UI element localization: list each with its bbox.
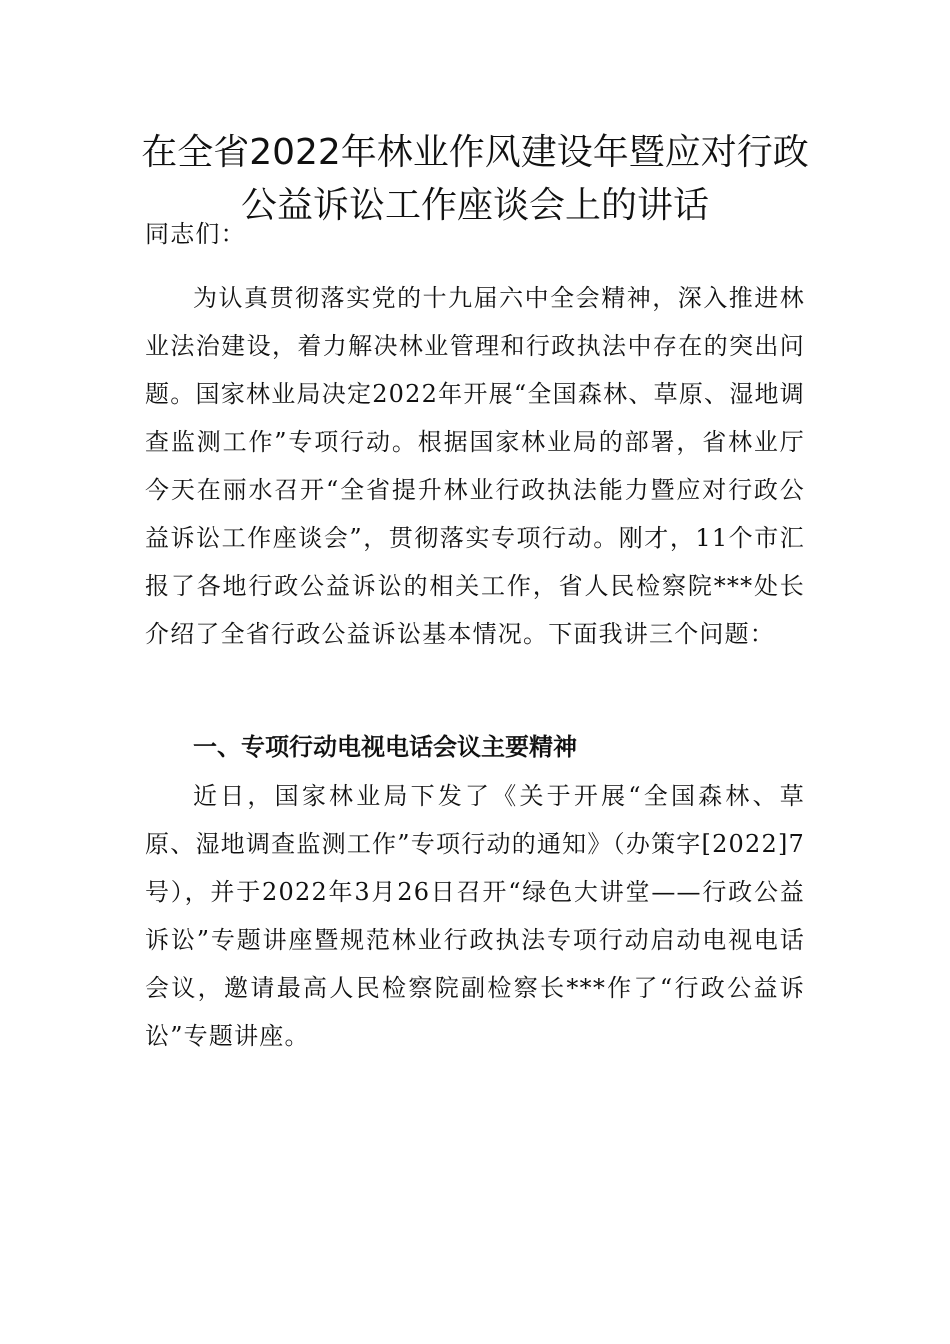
greeting: 同志们： (145, 220, 246, 248)
paragraph-2-block (145, 772, 805, 1060)
paragraph-1-block (145, 274, 805, 658)
greeting-block (145, 210, 805, 258)
document-title-line-2: 公益诉讼工作座谈会上的讲话 (240, 185, 709, 226)
section-1-heading: 一、专项行动电视电话会议主要精神 (193, 733, 577, 761)
document-title-line-1: 在全省2022年林业作风建设年暨应对行政 (141, 132, 809, 173)
paragraph-2: 近日，国家林业局下发了《关于开展“全国森林、草原、湿地调查监测工作”专项行动的通知》（办策字[2022]7号），并于2022年3月26日召开“绿色大讲堂——行政公益诉讼”专题讲座暨规范林业行政执法专项行动启动电视电话会议，邀请最高人民检察院副检察长***作了“行政公益诉讼”专题讲座。 (145, 782, 805, 1050)
paragraph-1: 为认真贯彻落实党的十九届六中全会精神，深入推进林业法治建设，着力解决林业管理和行政执法中存在的突出问题。国家林业局决定2022年开展“全国森林、草原、湿地调查监测工作”专项行动。根据国家林业局的部署，省林业厅今天在丽水召开“全省提升林业行政执法能力暨应对行政公益诉讼工作座谈会”，贯彻落实专项行动。刚才，11个市汇报了各地行政公益诉讼的相关工作，省人民检察院***处长介绍了全省行政公益诉讼基本情况。下面我讲三个问题： (145, 284, 805, 648)
